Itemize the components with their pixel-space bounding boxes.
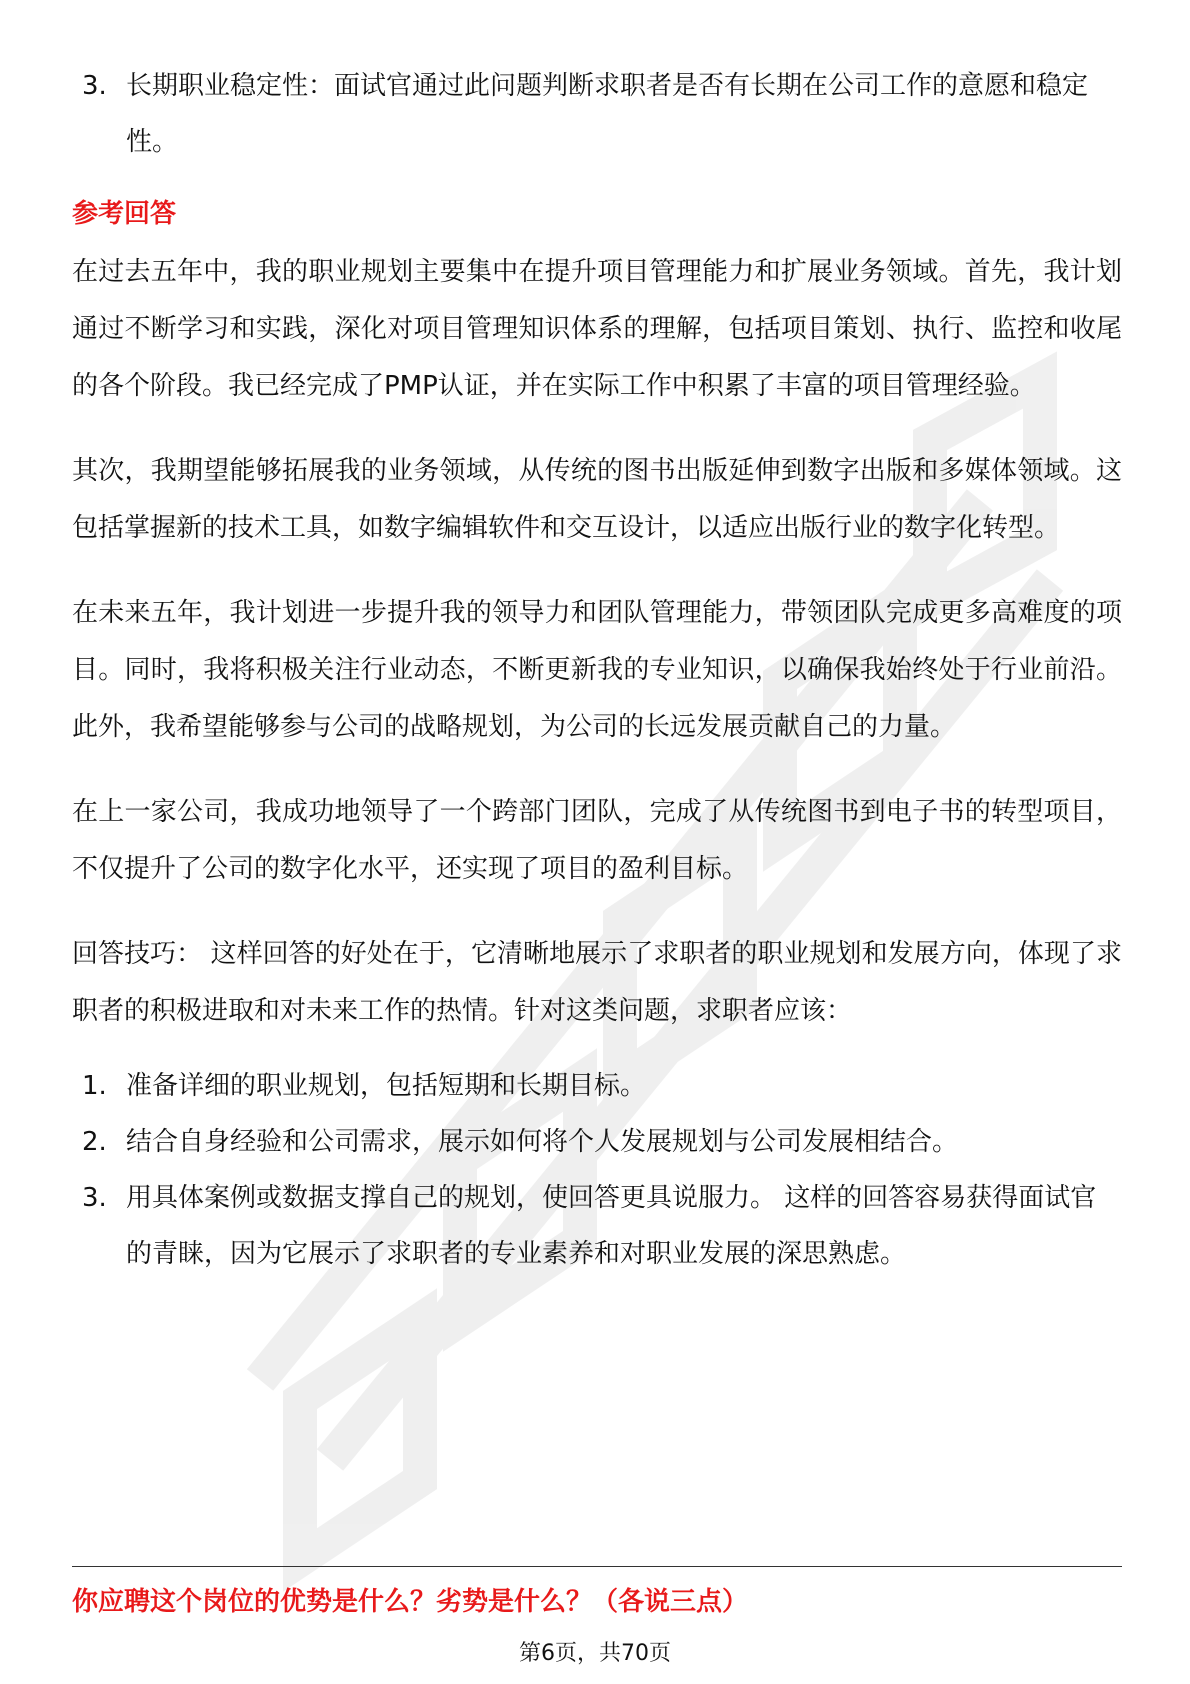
list-text: 用具体案例或数据支撑自己的规划，使回答更具说服力。 这样的回答容易获得面试官的青睐，因为它展示了求职者的专业素养和对职业发展的深思熟虑。	[126, 1183, 1097, 1269]
list-number: 1.	[82, 1071, 107, 1101]
answer-paragraph: 其次，我期望能够拓展我的业务领域，从传统的图书出版延伸到数字出版和多媒体领域。这包括掌握新的技术工具，如数字编辑软件和交互设计，以适应出版行业的数字化转型。	[72, 456, 1122, 543]
list-number: 2.	[82, 1127, 107, 1157]
list-text: 准备详细的职业规划，包括短期和长期目标。	[126, 1071, 647, 1101]
next-question-heading: 你应聘这个岗位的优势是什么？劣势是什么？（各说三点）	[72, 1587, 749, 1617]
list-number: 3.	[82, 1183, 107, 1213]
list-item	[72, 1058, 1122, 1114]
answer-paragraph: 在过去五年中，我的职业规划主要集中在提升项目管理能力和扩展业务领域。首先，我计划通过不断学习和实践，深化对项目管理知识体系的理解，包括项目策划、执行、监控和收尾的各个阶段。我已经完成了PMP认证，并在实际工作中积累了丰富的项目管理经验。	[72, 257, 1122, 401]
list-item	[72, 1170, 1122, 1282]
answer-paragraph: 在上一家公司，我成功地领导了一个跨部门团队，完成了从传统图书到电子书的转型项目，不仅提升了公司的数字化水平，还实现了项目的盈利目标。	[72, 797, 1122, 884]
list-number: 3.	[82, 71, 107, 101]
list-item	[72, 58, 1122, 170]
page-content	[72, 58, 1122, 1282]
tips-intro-paragraph: 回答技巧： 这样回答的好处在于，它清晰地展示了求职者的职业规划和发展方向，体现了求职者的积极进取和对未来工作的热情。针对这类问题，求职者应该：	[72, 939, 1122, 1026]
reference-answer-heading: 参考回答	[72, 199, 177, 229]
answer-paragraph: 在未来五年，我计划进一步提升我的领导力和团队管理能力，带领团队完成更多高难度的项目。同时，我将积极关注行业动态，不断更新我的专业知识，以确保我始终处于行业前沿。此外，我希望能够参与公司的战略规划，为公司的长远发展贡献自己的力量。	[72, 598, 1122, 742]
page-number: 第6页，共70页	[519, 1641, 671, 1666]
section-divider	[72, 1566, 1122, 1567]
list-text: 长期职业稳定性：面试官通过此问题判断求职者是否有长期在公司工作的意愿和稳定性。	[126, 71, 1089, 157]
list-item	[72, 1114, 1122, 1170]
list-text: 结合自身经验和公司需求，展示如何将个人发展规划与公司发展相结合。	[126, 1127, 959, 1157]
intro-list	[72, 58, 1122, 170]
tips-list	[72, 1058, 1122, 1282]
